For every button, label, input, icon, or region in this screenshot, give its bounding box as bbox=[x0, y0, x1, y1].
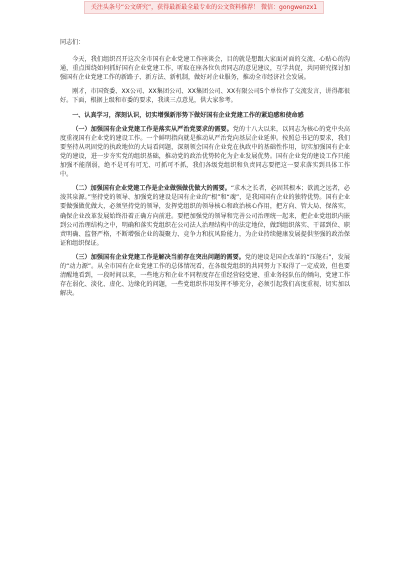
point-body: 党的十八大以来，以同志为核心的党中央高度重视国有企业党的建设工作。一个鲜明指向就是推动从严治党向基层企业延伸。按照总书记的要求，我们要坚持从巩固党的执政地位的大局看问题，深刻领会国有企业党在执政中的基础性作用，切实加强国有企业党的建设，进一步夯实党的组织基础，推动党的政治优势转化为企业发展优势。国有企业党的建设工作只能加强不能削弱，绝不是可有可无、可抓可不抓，我们各级党组织和负责同志要把这一要求落实到具体工作中。 bbox=[60, 125, 351, 179]
point-lead: （三）加强国有企业党建工作是解决当前存在突出问题的需要。 bbox=[72, 253, 245, 261]
point-paragraph bbox=[60, 253, 350, 298]
salutation: 同志们： bbox=[60, 39, 85, 46]
point-lead: （二）加强国有企业党建工作是企业做强做优做大的需要。 bbox=[72, 185, 231, 193]
point-body: 党的建设是国企改革的“压舱石”，发展的“动力源”。从全市国有企业党建工作的总体情况看，在各级党组织的共同努力下取得了一定成效，但也要清醒地看到，一段时间以来，一些地方和企业不同程度存在重经营轻党建、重业务轻队伍的倾向，党建工作存在弱化、淡化、虚化、边缘化的问题，一些党组织作用发挥不够充分，必须引起我们高度重视，切实加以解决。 bbox=[60, 253, 350, 298]
document-body bbox=[60, 38, 350, 303]
promo-banner bbox=[0, 0, 408, 15]
promo-banner-text[interactable]: 关注头条号“公文研究”，获得最新最全最专业的公文资料推荐！ 微信：gongwenzx1 bbox=[84, 1, 324, 14]
point-lead: （一）加强国有企业党建工作是落实从严治党要求的需要。 bbox=[72, 125, 233, 133]
point-paragraph bbox=[60, 184, 350, 248]
point-body: “求木之长者，必固其根本；欲流之远者，必浚其泉源。”坚持党的领导、加强党的建设是国有企业的“根”和“魂”，是我国国有企业的独特优势。国有企业要做强做优做大，必须坚持党的领导，发挥党组织的领导核心和政治核心作用，把方向、管大局、保落实，确保企业改革发展始终沿着正确方向前进。要把加强党的领导和完善公司治理统一起来，把企业党组织内嵌到公司治理结构之中，明确和落实党组织在公司法人治理结构中的法定地位，做到组织落实、干部到位、职责明确、监督严格，不断增强企业的凝聚力、竞争力和抗风险能力，为企业持续健康发展提供坚强的政治保证和组织保证。 bbox=[60, 185, 350, 247]
section-heading: 一、认真学习，深刻认识，切实增强新形势下做好国有企业党建工作的紧迫感和使命感 bbox=[72, 111, 304, 119]
intro-paragraph: 今天，我们组织召开这次全市国有企业党建工作座谈会，目的就是想跟大家面对面的交流、心贴心的沟通，重点围绕如何抓好国有企业党建工作，听取在座各位负责同志的意见建议，互学共促，共同研究探讨加强国有企业党建工作的新路子、新方法、新机制，做好对企业服务，推动全市经济社会发展。 bbox=[60, 56, 350, 82]
intro-paragraph: 刚才，市国资委、XX公司、XX集团公司、XX集团公司、XX有限公司5个单位作了交流发言，讲得都很好。下面，根据上级和市委的要求，我谈三点意见，供大家参考。 bbox=[60, 88, 350, 105]
point-paragraph bbox=[60, 125, 350, 180]
